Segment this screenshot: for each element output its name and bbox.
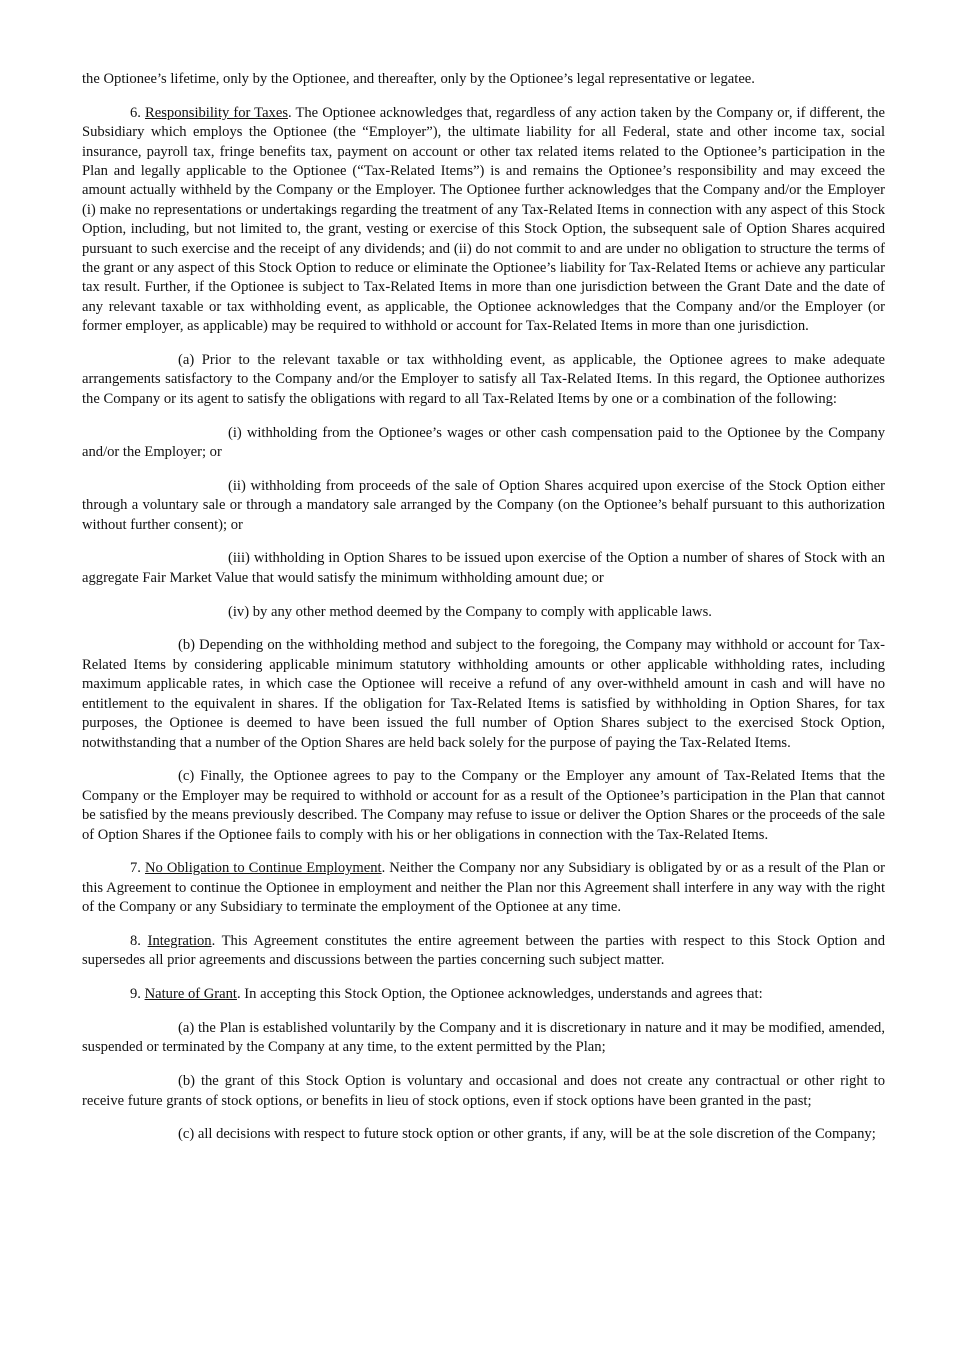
section-6-c: (c) Finally, the Optionee agrees to pay to the Company or the Employer any amount of Tax-Related Items that the Company or the Employer may be required to withhold or account for as a result of the Optionee’s participation in the Plan that cannot be satisfied by the means previously described. The Company may refuse to issue or deliver the Option Shares or the proceeds of the sale of Option Shares if the Optionee fails to comply with his or her obligations in connection with the Tax-Related Items. [82, 768, 885, 843]
section-6-a: (a) Prior to the relevant taxable or tax withholding event, as applicable, the Optionee agrees to make adequate arrangements satisfactory to the Company and/or the Employer to satisfy all Tax-Related Items. In this regard, the Optionee authorizes the Company or its agent to satisfy the obligations with regard to all Tax-Related Items by one or a combination of the following: [82, 352, 885, 407]
section-8-number: 8. [130, 932, 148, 949]
section-6-a-i: (i) withholding from the Optionee’s wages or other cash compensation paid to the Optionee by the Company and/or the Employer; or [82, 424, 885, 461]
document-page [82, 70, 885, 1159]
section-9-c: (c) all decisions with respect to future stock option or other grants, if any, will be at the sole discretion of the Company; [178, 1126, 876, 1143]
section-9-text: . In accepting this Stock Option, the Optionee acknowledges, understands and agrees that: [236, 986, 763, 1003]
section-6-number: 6. [130, 104, 145, 121]
section-9-number: 9. [130, 986, 145, 1003]
section-6-heading: Responsibility for Taxes [145, 104, 289, 121]
section-8-text: . This Agreement constitutes the entire agreement between the parties with respect to this Stock Option and supersedes all prior agreements and discussions between the parties concerning such subject matter. [82, 932, 886, 969]
section-6 [82, 104, 885, 337]
section-7-heading: No Obligation to Continue Employment [144, 860, 382, 877]
section-7-number: 7. [130, 860, 145, 877]
section-8-heading: Integration [147, 932, 212, 949]
section-9 [82, 985, 885, 1004]
section-7 [82, 859, 885, 917]
section-9-b: (b) the grant of this Stock Option is voluntary and occasional and does not create any contractual or other right to receive future grants of stock options, or benefits in lieu of stock options, even if stock options have been granted in the past; [82, 1073, 885, 1109]
section-9-heading: Nature of Grant [144, 986, 237, 1003]
section-7-text: . Neither the Company nor any Subsidiary is obligated by or as a result of the Plan or this Agreement to continue the Optionee in employment and neither the Plan nor this Agreement shall interfere in any way with the right of the Company or any Subsidiary to terminate the employment of the Optionee at any time. [82, 860, 886, 916]
section-6-text: . The Optionee acknowledges that, regardless of any action taken by the Company or, if different, the Subsidiary which employs the Optionee (the “Employer”), the ultimate liability for all Federal, state and other income tax, social insurance, payroll tax, fringe benefits tax, payment on account or other tax related items related to the Optionee’s participation in the Plan and legally applicable to the Optionee (“Tax-Related Items”) is and remains the Optionee’s responsibility and may exceed the amount actually withheld by the Company or the Employer. The Optionee further acknowledges that the Company and/or the Employer (i) make no representations or undertakings regarding the treatment of any Tax-Related Items in connection with any aspect of this Stock Option, including, but not limited to, the grant, vesting or exercise of this Stock Option, the subsequent sale of Option Shares acquired pursuant to such exercise and the receipt of any dividends; and (ii) do not commit to and are under no obligation to structure the terms of the grant or any aspect of this Stock Option to reduce or eliminate the Optionee’s liability for Tax-Related Items or achieve any particular tax result. Further, if the Optionee is subject to Tax-Related Items in more than one jurisdiction between the Grant Date and the date of any relevant taxable or tax withholding event, as applicable, the Optionee acknowledges that the Company and/or the Employer (or former employer, as applicable) may be required to withhold or account for Tax-Related Items in more than one jurisdiction. [82, 104, 885, 335]
section-6-a-ii: (ii) withholding from proceeds of the sale of Option Shares acquired upon exercise of the Stock Option either through a voluntary sale or through a mandatory sale arranged by the Company (on the Optionee’s behalf pursuant to this authorization without further consent); or [82, 477, 885, 533]
section-8 [82, 932, 885, 971]
section-6-a-iii: (iii) withholding in Option Shares to be issued upon exercise of the Option a number of shares of Stock with an aggregate Fair Market Value that would satisfy the minimum withholding amount due; or [82, 550, 885, 586]
paragraph-continued: the Optionee’s lifetime, only by the Optionee, and thereafter, only by the Optionee’s legal representative or legatee. [82, 71, 755, 87]
section-6-b: (b) Depending on the withholding method and subject to the foregoing, the Company may withhold or account for Tax-Related Items by considering applicable minimum statutory withholding amounts or other applicable withholding rates, including maximum applicable rates, in which case the Optionee will receive a refund of any over-withheld amount in cash and will have no entitlement to the equivalent in shares. If the obligation for Tax-Related Items is satisfied by withholding in Option Shares, for tax purposes, the Optionee is deemed to have been issued the full number of Option Shares subject to the exercised Stock Option, notwithstanding that a number of the Option Shares are held back solely for the purpose of paying the Tax-Related Items. [82, 637, 885, 751]
section-9-a: (a) the Plan is established voluntarily by the Company and it is discretionary in nature and it may be modified, amended, suspended or terminated by the Company at any time, to the extent permitted by the Plan; [82, 1019, 885, 1056]
section-6-a-iv: (iv) by any other method deemed by the Company to comply with applicable laws. [228, 603, 712, 620]
